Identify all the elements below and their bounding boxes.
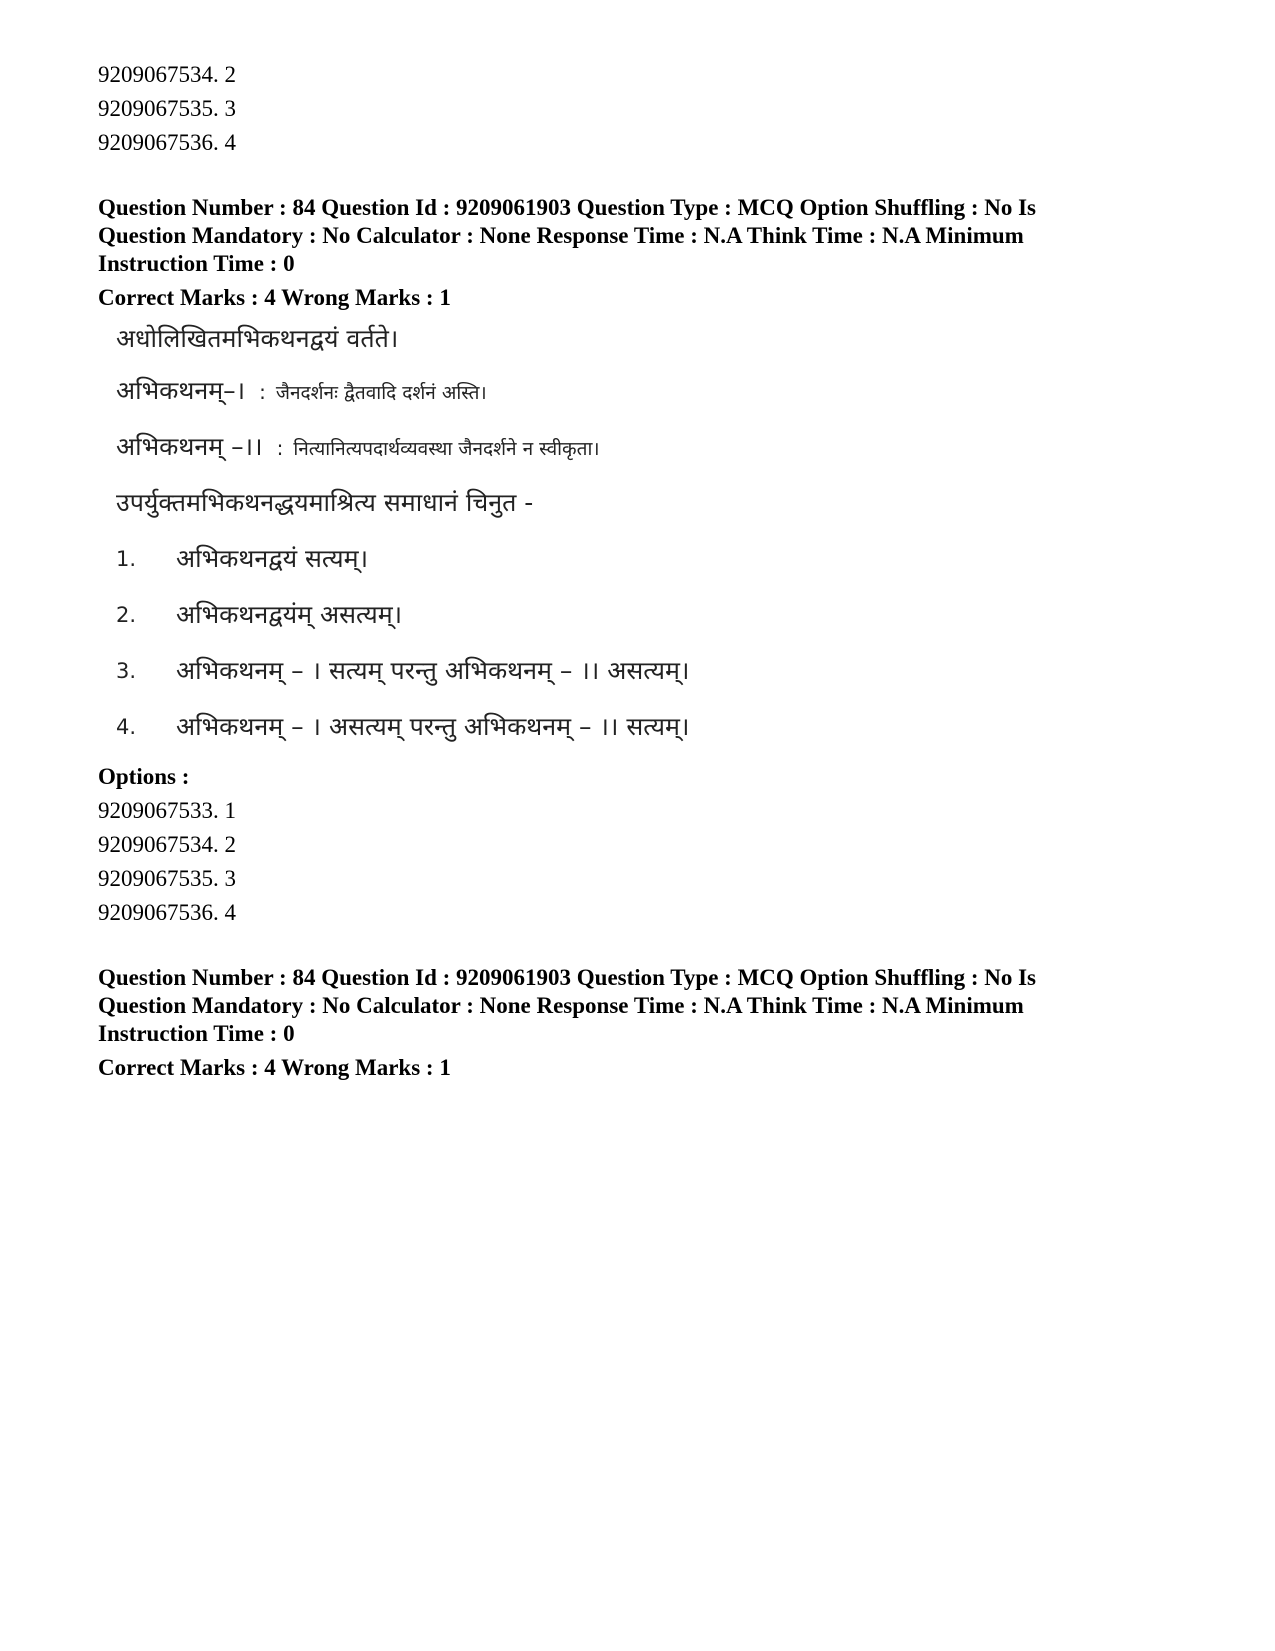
assertion-2-colon: : — [276, 436, 284, 460]
options-label: Options : — [98, 764, 190, 789]
option-line: 9209067535. 3 — [98, 866, 236, 891]
assertion-2 — [116, 432, 816, 464]
options-list — [98, 794, 1188, 930]
question-image — [116, 324, 816, 742]
question-header-line: Question Number : 84 Question Id : 9209061903 Question Type : MCQ Option Shuffling : No Is — [98, 965, 1037, 990]
document-page — [98, 58, 1188, 1082]
previous-options-list — [98, 58, 1188, 160]
choice-item — [116, 656, 816, 686]
question-marks: Correct Marks : 4 Wrong Marks : 1 — [98, 285, 451, 310]
option-line: 9209067534. 2 — [98, 62, 236, 87]
assertion-1 — [116, 376, 816, 408]
choice-text: अभिकथनद्वयं सत्यम्। — [176, 544, 369, 573]
question-header-line: Instruction Time : 0 — [98, 251, 295, 276]
option-line: 9209067535. 3 — [98, 96, 236, 121]
choice-item — [116, 712, 816, 742]
choice-text: अभिकथनम् – । असत्यम् परन्तु अभिकथनम् – ।। सत्यम्। — [176, 712, 690, 741]
question-header-line: Question Mandatory : No Calculator : None Response Time : N.A Think Time : N.A Minimum — [98, 223, 1024, 248]
assertion-1-colon: : — [259, 380, 266, 404]
choice-item — [116, 544, 816, 574]
option-line: 9209067536. 4 — [98, 130, 236, 155]
question-intro: अधोलिखितमभिकथनद्वयं वर्तते। — [116, 324, 399, 353]
choice-item — [116, 600, 816, 630]
assertion-1-text: जैनदर्शनः द्वैतवादि दर्शनं अस्ति। — [275, 382, 487, 404]
question-instruction: उपर्युक्तमभिकथनद्धयमाश्रित्य समाधानं चिनुत - — [116, 488, 534, 517]
choice-number: 1. — [116, 547, 137, 571]
choice-text: अभिकथनद्वयंम् असत्यम्। — [176, 600, 403, 629]
choice-number: 2. — [116, 603, 137, 627]
choice-number: 3. — [116, 659, 137, 683]
option-line: 9209067534. 2 — [98, 832, 236, 857]
question-block — [98, 194, 1188, 930]
assertion-2-text: नित्यानित्यपदार्थव्यवस्था जैनदर्शने न स्वीकृता। — [293, 438, 600, 460]
question-header-line: Instruction Time : 0 — [98, 1021, 295, 1046]
assertion-2-label: अभिकथनम् –।। — [116, 432, 263, 461]
next-question-block — [98, 964, 1188, 1082]
option-line: 9209067533. 1 — [98, 798, 236, 823]
choice-number: 4. — [116, 715, 137, 739]
next-question-header — [98, 964, 1188, 1048]
choice-list — [116, 544, 816, 742]
question-header-line: Question Number : 84 Question Id : 9209061903 Question Type : MCQ Option Shuffling : No Is — [98, 195, 1037, 220]
question-header — [98, 194, 1188, 278]
next-question-marks: Correct Marks : 4 Wrong Marks : 1 — [98, 1055, 451, 1080]
option-line: 9209067536. 4 — [98, 900, 236, 925]
choice-text: अभिकथनम् – । सत्यम् परन्तु अभिकथनम् – ।। असत्यम्। — [176, 656, 690, 685]
question-header-line: Question Mandatory : No Calculator : None Response Time : N.A Think Time : N.A Minimum — [98, 993, 1024, 1018]
assertion-1-label: अभिकथनम्–। — [116, 376, 246, 405]
